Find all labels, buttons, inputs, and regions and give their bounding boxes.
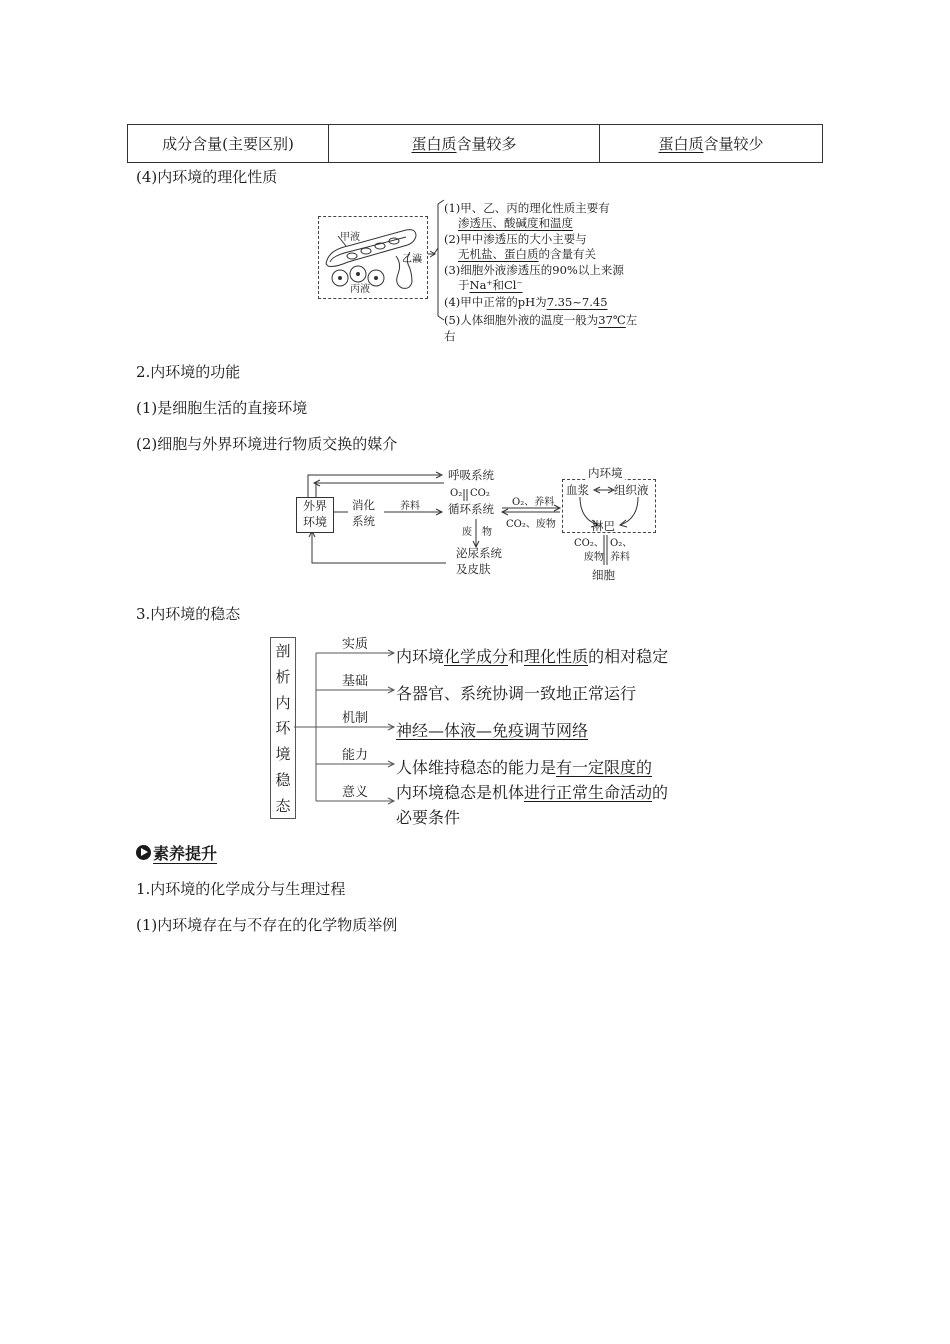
branch-label-significance: 意义 <box>342 785 369 800</box>
respiratory-system: 呼吸系统 <box>448 468 494 482</box>
paragraph: (2)细胞与外界环境进行物质交换的媒介 <box>136 435 398 453</box>
branch-label-basis: 基础 <box>342 674 369 689</box>
homeostasis-diagram <box>270 633 700 827</box>
plasma: 血浆 <box>566 483 589 497</box>
tissue-fluid: 组织液 <box>614 483 649 497</box>
table-cell: 蛋白质含量较多 <box>329 125 600 163</box>
branch-text-basis: 各器官、系统协调一致地正常运行 <box>396 684 637 703</box>
branch-text-significance-line2: 必要条件 <box>396 808 461 827</box>
branch-label-capacity: 能力 <box>342 748 369 763</box>
section-heading: (4)内环境的理化性质 <box>136 168 278 186</box>
comparison-table <box>127 124 823 163</box>
internal-environment-label: 内环境 <box>588 466 623 480</box>
table-row <box>128 125 823 163</box>
section-tag <box>136 841 217 864</box>
label-jia: 甲液 <box>340 232 360 243</box>
property-5: (5)人体细胞外液的温度一般为37℃左右 <box>444 313 638 343</box>
section-heading: 3.内环境的稳态 <box>136 605 241 623</box>
physicochemical-figure <box>316 196 646 343</box>
waste-label: 废 <box>462 527 472 538</box>
label-bing: 丙液 <box>350 284 370 295</box>
property-2-answer: 无机盐、蛋白质的含量有关 <box>458 247 596 261</box>
property-2: (2)甲中渗透压的大小主要与 <box>444 232 587 246</box>
table-cell: 蛋白质含量较少 <box>600 125 823 163</box>
circulatory-system: 循环系统 <box>448 502 494 516</box>
branch-label-mechanism: 机制 <box>342 711 369 726</box>
subsection-heading: 1.内环境的化学成分与生理过程 <box>136 880 346 898</box>
branch-label-essence: 实质 <box>342 637 369 652</box>
brace <box>426 196 446 326</box>
digestive-system: 消化 系统 <box>352 498 375 528</box>
paragraph: (1)内环境存在与不存在的化学物质举例 <box>136 916 398 934</box>
property-3: (3)细胞外液渗透压的90%以上来源 <box>444 263 624 277</box>
arrow-top-label: O₂、养料 <box>512 497 555 508</box>
urinary-system: 泌尿系统 及皮肤 <box>456 546 502 576</box>
section-heading: 2.内环境的功能 <box>136 363 241 381</box>
property-1: (1)甲、乙、丙的理化性质主要有 <box>444 201 610 215</box>
label-yi: 乙液 <box>402 254 422 265</box>
tag-label: 素养提升 <box>153 844 218 863</box>
property-4: (4)甲中正常的pH为7.35~7.45 <box>444 295 608 309</box>
co2-label: CO₂ <box>470 488 490 499</box>
branch-text-capacity: 人体维持稳态的能力是有一定限度的 <box>396 758 653 777</box>
outer-environment-box: 外界 环境 <box>296 497 334 533</box>
table-label-cell: 成分含量(主要区别) <box>128 125 329 163</box>
branch-text-mechanism: 神经—体液—免疫调节网络 <box>396 721 589 740</box>
play-circle-icon <box>136 845 151 860</box>
vertical-title-box: 剖 析 内 环 境 稳 态 <box>270 637 296 819</box>
arrow-bottom-label: CO₂、废物 <box>506 519 556 530</box>
paragraph: (1)是细胞生活的直接环境 <box>136 399 308 417</box>
branch-text-essence: 内环境化学成分和理化性质的相对稳定 <box>396 647 669 666</box>
cell-output-label: CO₂、 废物 <box>574 538 604 563</box>
exchange-diagram <box>290 463 660 585</box>
property-3-answer: 于Na⁺和Cl⁻ <box>458 278 523 292</box>
waste-label: 物 <box>482 527 492 538</box>
property-1-answer: 渗透压、酸碱度和温度 <box>458 216 573 230</box>
branch-text-significance: 内环境稳态是机体进行正常生命活动的 <box>396 783 669 802</box>
nutrients-label: 养料 <box>400 501 420 512</box>
cell-input-label: O₂、 养料 <box>610 538 633 563</box>
lymph: 淋巴 <box>592 519 615 533</box>
o2-label: O₂ <box>450 488 463 499</box>
cell-label: 细胞 <box>592 568 615 582</box>
